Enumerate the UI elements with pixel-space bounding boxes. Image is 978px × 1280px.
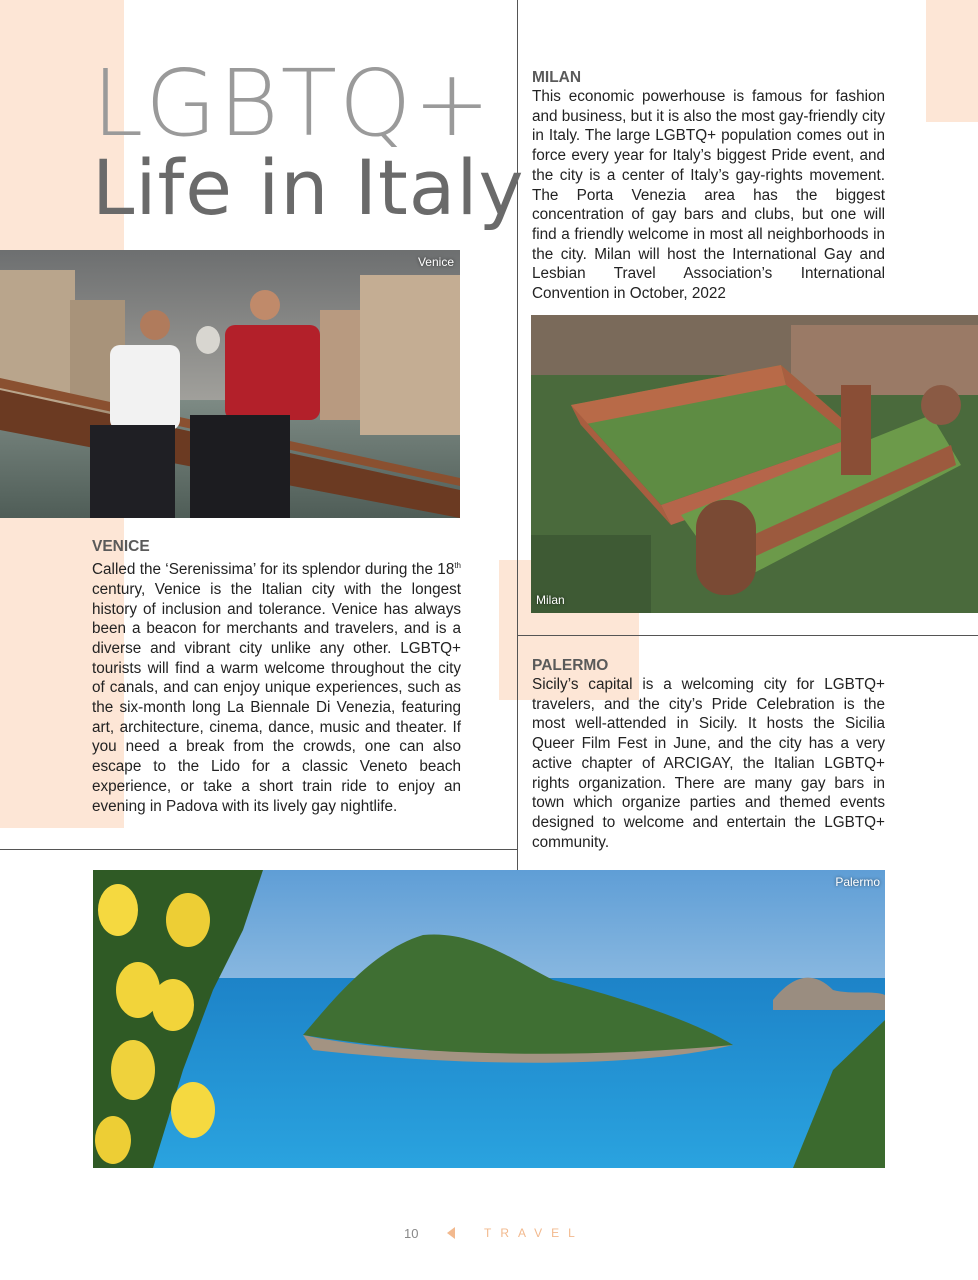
- title-line-1: LGBTQ+: [92, 50, 493, 157]
- palermo-heading: PALERMO: [532, 657, 609, 674]
- divider-right-mid: [517, 635, 978, 636]
- palermo-section: [532, 656, 885, 852]
- palermo-photo: [93, 870, 885, 1168]
- milan-body: This economic powerhouse is famous for fashion and business, but it is also the most gay-friendly city in Italy. The large LGBTQ+ population comes out in force every year for Italy’s biggest Pride event, and the city is a center of Italy’s gay-rights movement. The Porta Venezia area has the biggest concentration of gay bars and clubs, but one will find a friendly welcome in most all neighborhoods in the city. Milan will host the International Gay and Lesbian Travel Association’s International Convention in October, 2022: [532, 88, 885, 303]
- venice-caption: Venice: [417, 255, 454, 269]
- peach-block-top-right: [926, 0, 978, 122]
- milan-heading: MILAN: [532, 69, 582, 86]
- triangle-left-icon: [447, 1227, 455, 1239]
- venice-body-sup: th: [454, 561, 461, 570]
- milan-section: [532, 68, 885, 304]
- page-title: [92, 50, 525, 232]
- venice-body: [92, 556, 461, 816]
- milan-caption: Milan: [536, 593, 565, 607]
- venice-photo: [0, 250, 460, 518]
- venice-body-end: century, Venice is the Italian city with the longest history of inclusion and tolerance. Venice has always been a beacon for merchants and travelers, and is a diverse and vibrant city unlike any other. LGBTQ+ tourists will find a warm welcome throughout the city of canals, and can enjoy unique experiences, such as the six-month long La Biennale Di Venezia, featuring art, architecture, cinema, dance, music and theater. If you need a break from the crowds, one can also escape to the Lido for a classic Veneto beach experience, or take a short train ride to enjoy an evening in Padova with its lively gay nightlife.: [92, 580, 461, 815]
- page-number: 10: [404, 1226, 419, 1241]
- title-line-2: Life in Italy: [92, 143, 525, 232]
- palermo-caption: Palermo: [835, 875, 880, 889]
- palermo-body: Sicily’s capital is a welcoming city for LGBTQ+ travelers, and the city’s Pride Celebration is the most well-attended in Sicily. It hosts the Sicilia Queer Film Fest in June, and the city has a very active chapter of ARCIGAY, the Italian LGBTQ+ rights organization. There are many gay bars in town which organize parties and themed events designed to welcome and entertain the LGBTQ+ community.: [532, 676, 885, 851]
- milan-photo: [531, 315, 978, 613]
- venice-section: [92, 537, 461, 816]
- divider-left-bottom: [0, 849, 517, 850]
- venice-heading: VENICE: [92, 538, 150, 555]
- venice-body-start: Called the ‘Serenissima’ for its splendor during the 18: [92, 561, 455, 579]
- section-label: TRAVEL: [484, 1226, 584, 1240]
